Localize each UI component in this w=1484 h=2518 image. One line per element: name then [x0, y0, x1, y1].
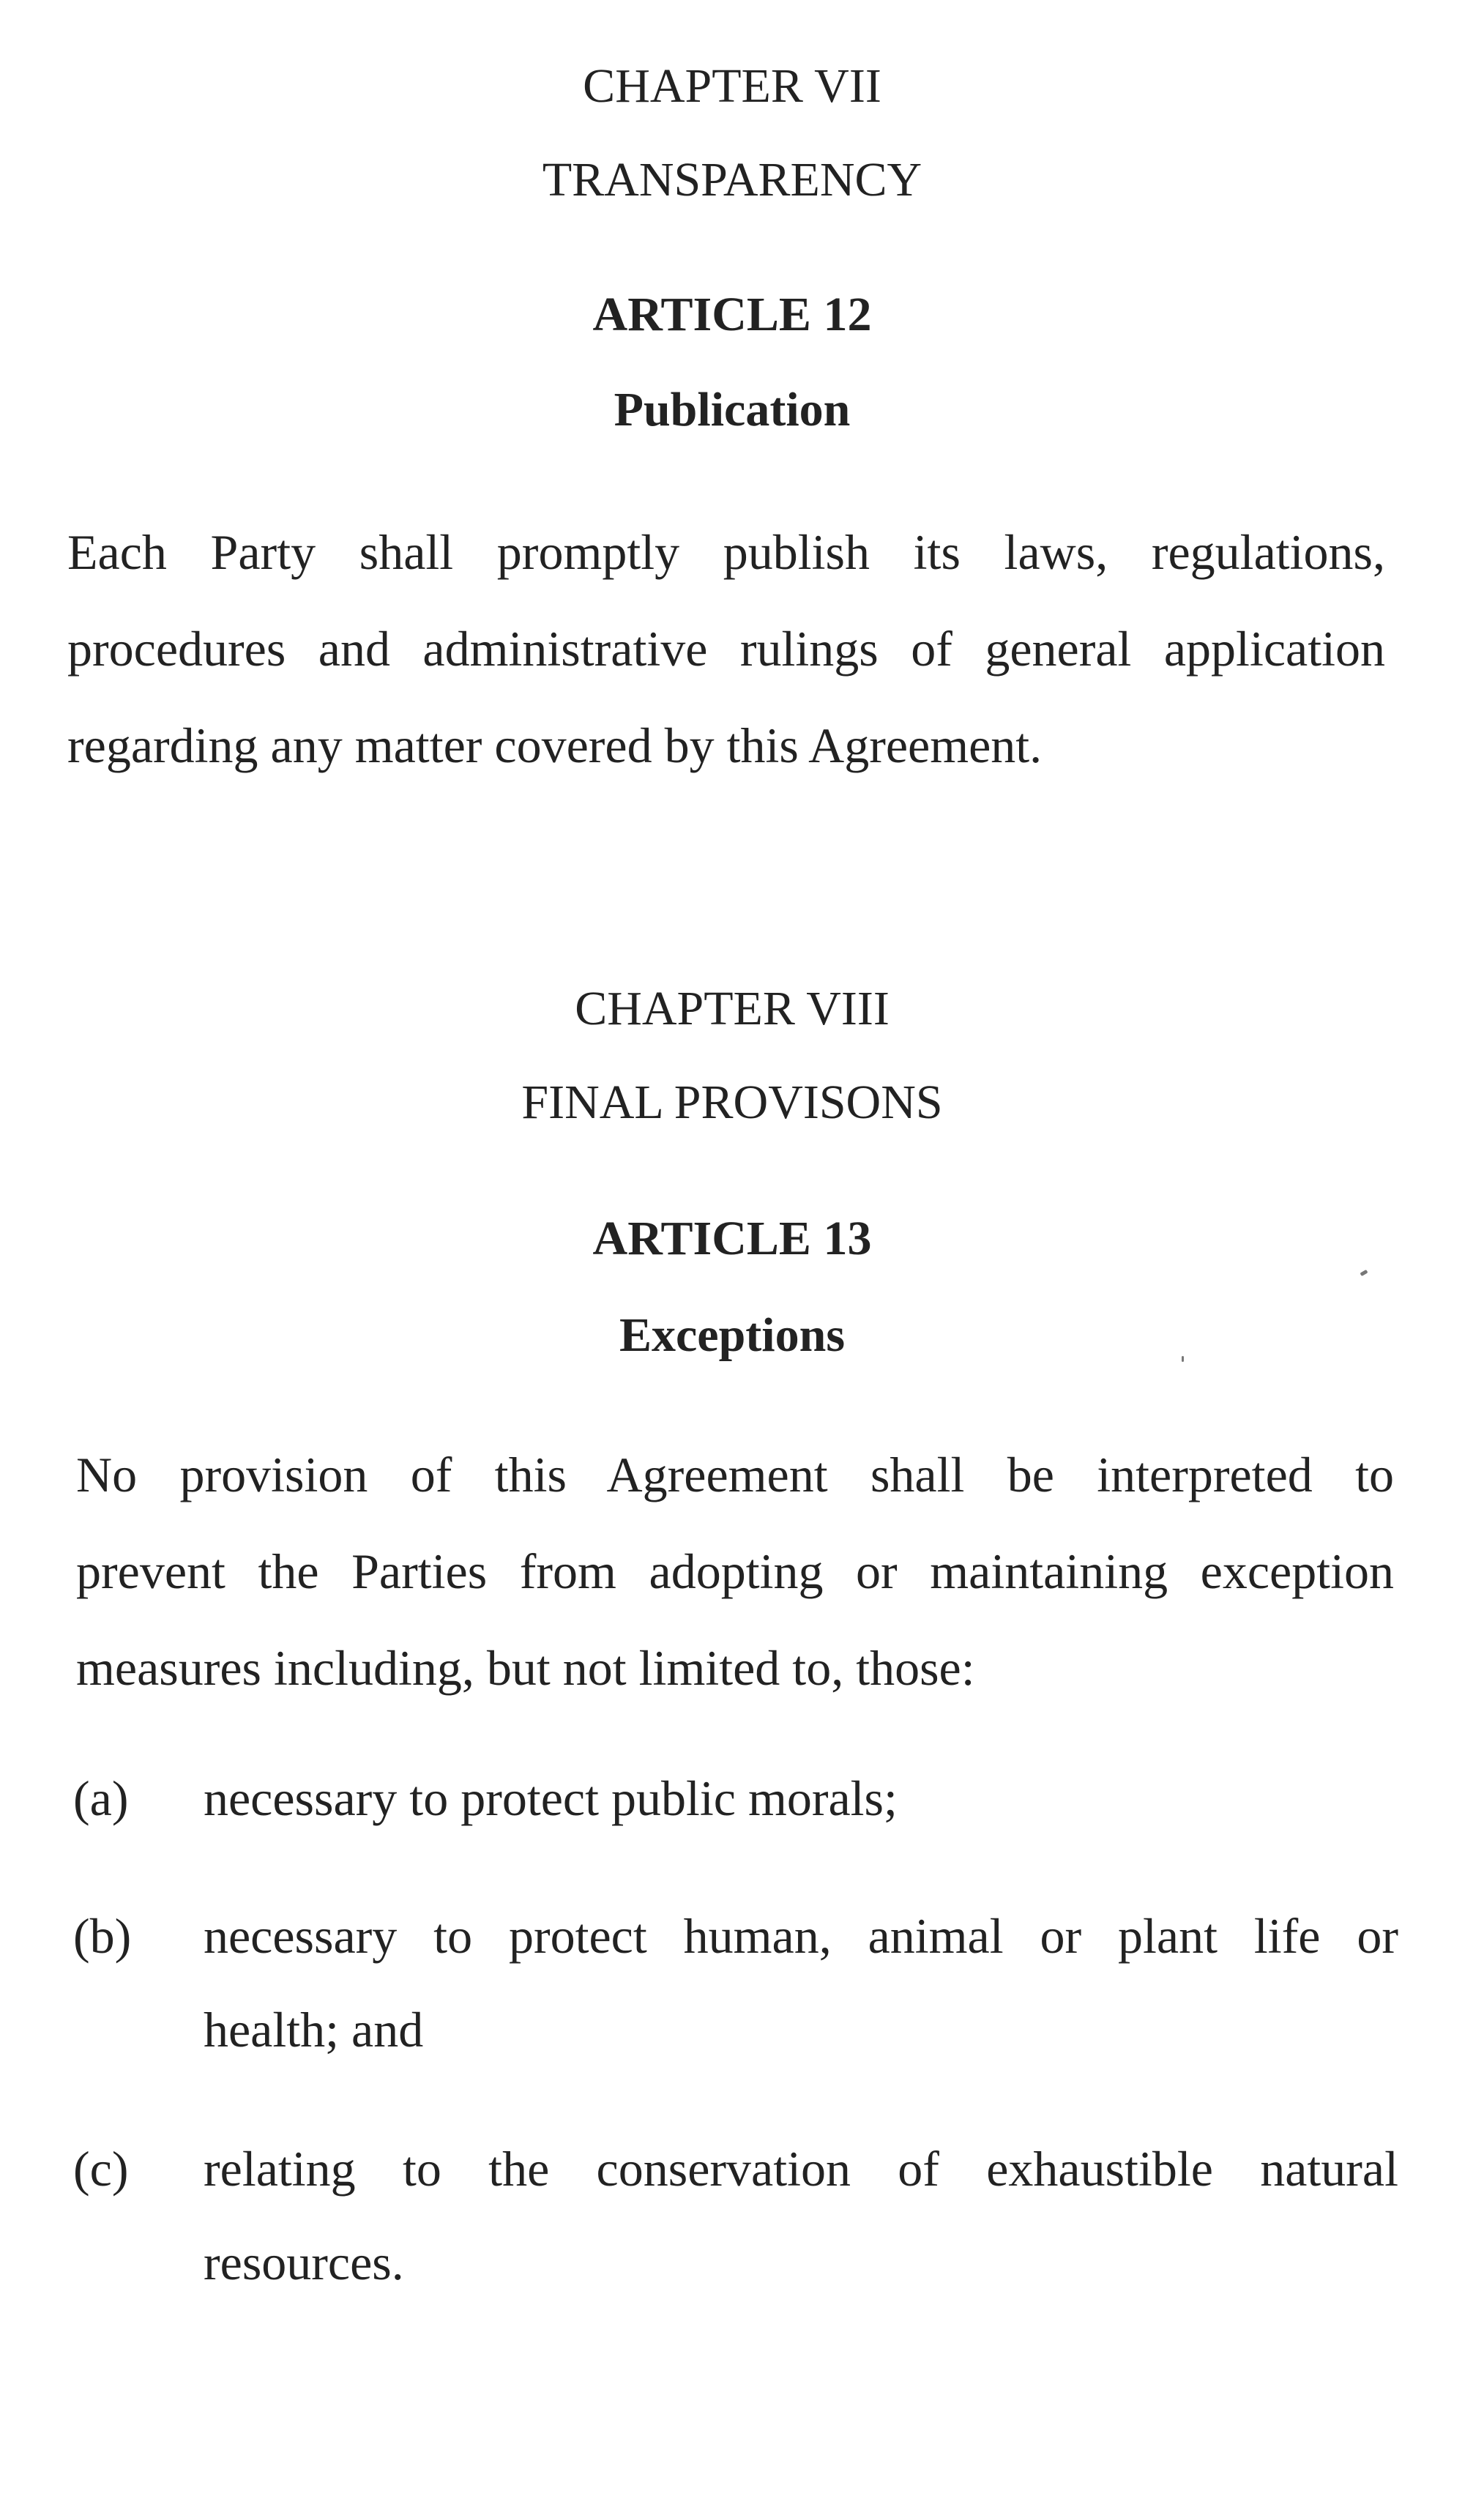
scan-mark: [1360, 1270, 1368, 1276]
intro-line: No provision of this Agreement shall be interpreted to: [76, 1447, 1394, 1502]
list-item-label: (c): [73, 2141, 129, 2197]
article-12-body: [67, 504, 1385, 794]
list-item-line: necessary to protect human, animal or plant life or: [204, 1908, 1398, 1964]
list-item-line: relating to the conservation of exhaustible natural: [204, 2141, 1398, 2197]
chapter-7-title: TRANSPARENCY: [542, 153, 922, 206]
list-item-line: resources.: [204, 2235, 404, 2290]
intro-line: measures including, but not limited to, those:: [76, 1640, 975, 1696]
chapter-8-title: FINAL PROVISONS: [521, 1076, 943, 1129]
body-line: Each Party shall promptly publish its laws, regulations,: [67, 524, 1385, 580]
article-12-title: Publication: [614, 383, 851, 436]
list-item-text: [204, 1889, 1398, 2076]
list-item-label: (a): [73, 1770, 129, 1826]
list-item-text: [204, 2122, 1398, 2309]
article-13-title: Exceptions: [619, 1308, 846, 1362]
body-line: regarding any matter covered by this Agreement.: [67, 718, 1043, 773]
list-item-line: health; and: [204, 2002, 424, 2057]
list-item-label: (b): [73, 1908, 132, 1964]
scan-mark: [1182, 1356, 1184, 1362]
list-item-line: necessary to protect public morals;: [204, 1770, 898, 1826]
article-13-intro: [76, 1426, 1394, 1716]
article-13-label: ARTICLE 13: [592, 1212, 872, 1265]
chapter-7-label: CHAPTER VII: [583, 59, 881, 113]
body-line: procedures and administrative rulings of general application: [67, 621, 1385, 677]
chapter-8-label: CHAPTER VIII: [575, 982, 890, 1035]
intro-line: prevent the Parties from adopting or maintaining exception: [76, 1543, 1394, 1599]
article-12-label: ARTICLE 12: [592, 288, 872, 341]
list-item-text: [204, 1751, 1398, 1845]
